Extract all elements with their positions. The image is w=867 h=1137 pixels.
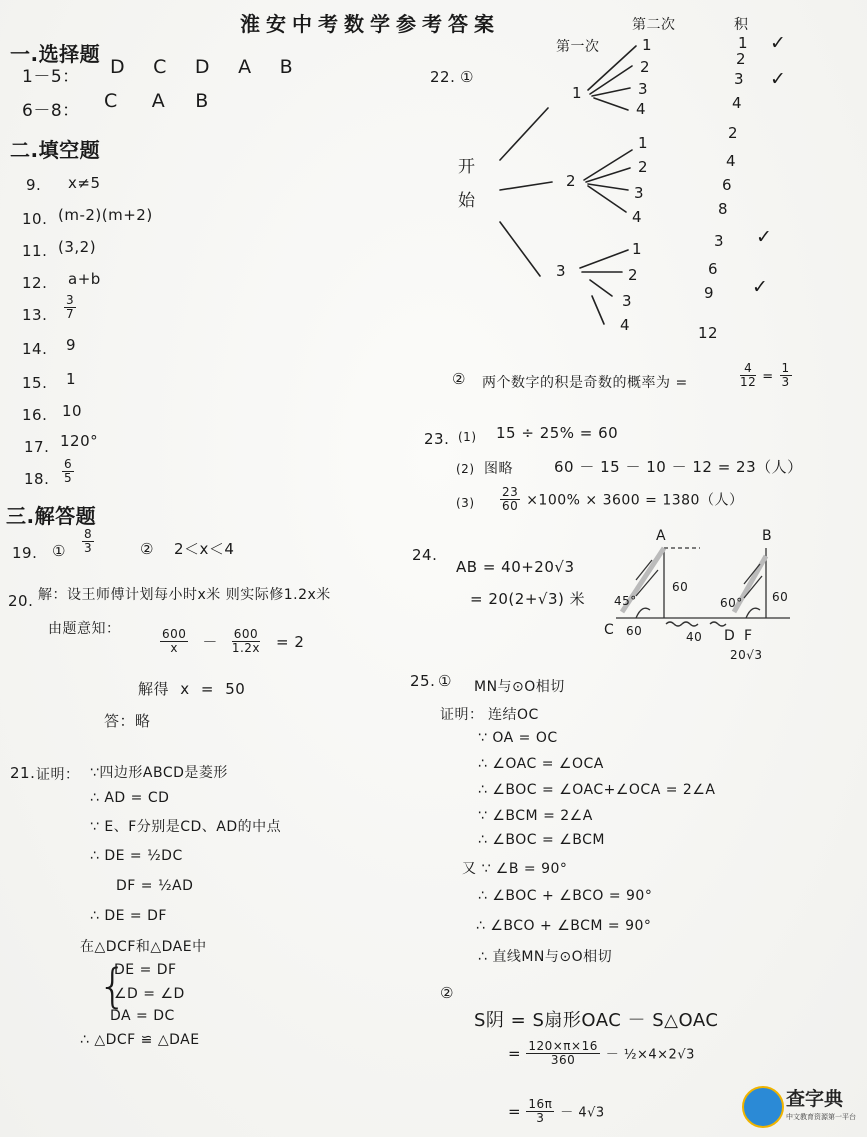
q22-product: 2 xyxy=(736,50,747,68)
q25-part1: ① xyxy=(438,672,452,690)
q22-second-label: 第二次 xyxy=(632,17,676,33)
section-3-heading: 三.解答题 xyxy=(6,504,97,528)
q22-second-value: 1 xyxy=(632,240,643,258)
fill-item-no: 13. xyxy=(22,306,48,324)
q21-label: 证明： xyxy=(36,767,80,783)
q23-l1-tag: (1) xyxy=(458,430,477,444)
q22-second-value: 3 xyxy=(622,292,633,310)
q25-area-step2: = $\frac{16\pi}{3}$ － 4√3 xyxy=(508,1097,605,1125)
q25-part2: ② xyxy=(440,984,454,1002)
q22-second-value: 2 xyxy=(628,266,639,284)
q23-l3-tag: (3) xyxy=(456,496,475,510)
fill-item-no: 14. xyxy=(22,340,48,358)
logo-mascot-icon xyxy=(742,1086,784,1128)
q22-product: 8 xyxy=(718,200,729,218)
q25-line: ∴ ∠BOC = ∠OAC+∠OCA = 2∠A xyxy=(478,782,716,798)
q22-product: 6 xyxy=(722,176,733,194)
q22-first-value: 1 xyxy=(572,84,583,102)
q21-line: ∠D = ∠D xyxy=(114,986,185,1002)
q19-part2-answer: 2＜x＜4 xyxy=(174,540,235,558)
q25-label: 证明： xyxy=(440,707,484,723)
q25-line: ∴ ∠BCO + ∠BCM = 90° xyxy=(476,918,652,934)
q23-l3: $\frac{23}{60}$ ×100% × 3600 = 1380（人） xyxy=(502,485,744,513)
page-title: 淮安中考数学参考答案 xyxy=(240,12,500,36)
q19-fraction: $\frac{8}{3}$ xyxy=(84,527,93,555)
section-1-heading: 一.选择题 xyxy=(10,42,101,66)
q24-label-c: C xyxy=(604,622,615,638)
check-mark: ✓ xyxy=(770,68,787,90)
q21-line: DF = ½AD xyxy=(116,878,194,894)
q25-area-formula: S阴 = S扇形OAC － S△OAC xyxy=(474,1010,719,1031)
q21-line: DA = DC xyxy=(110,1008,175,1024)
fill-item-answer: 1 xyxy=(66,370,77,388)
q25-line: ∵ ∠BCM = 2∠A xyxy=(478,808,593,824)
q22-product: 4 xyxy=(726,152,737,170)
q24-side-ed: 40 xyxy=(686,630,703,644)
logo-subtitle: 中文教育资源第一平台 xyxy=(786,1114,856,1121)
site-logo xyxy=(742,1082,860,1130)
q22-product: 6 xyxy=(708,260,719,278)
q21-line: ∴ AD = CD xyxy=(90,790,170,806)
check-mark: ✓ xyxy=(756,226,773,248)
q22-second-value: 3 xyxy=(638,80,649,98)
q20-line2: 由题意知： xyxy=(48,621,121,637)
q24-side-ae: 60 xyxy=(672,580,689,594)
q21-line: DE = DF xyxy=(114,962,177,978)
mc-row1-answers: D C D A B xyxy=(110,56,294,78)
fill-item-no: 17. xyxy=(24,438,50,456)
q22-product: 9 xyxy=(704,284,715,302)
q20-line1: 解：设王师傅计划每小时x米 则实际修1.2x米 xyxy=(38,587,331,603)
q22-product-label: 积 xyxy=(734,17,749,33)
q24-label-d: D xyxy=(724,628,736,644)
fill-item-no: 15. xyxy=(22,374,48,392)
q22-second-value: 4 xyxy=(620,316,631,334)
fill-item-no: 16. xyxy=(22,406,48,424)
q22-second-value: 3 xyxy=(634,184,645,202)
q25-line: ∴ 直线MN与⊙O相切 xyxy=(478,949,613,965)
q21-line: ∴ DE = DF xyxy=(90,908,167,924)
q25-part1-title: MN与⊙O相切 xyxy=(474,679,565,695)
q23-no: 23. xyxy=(424,430,450,448)
q21-line: ∴ DE = ½DC xyxy=(90,848,183,864)
q25-line: ∴ ∠OAC = ∠OCA xyxy=(478,756,604,772)
q24-label-b: B xyxy=(762,528,773,544)
fill-item-no: 9. xyxy=(26,176,42,194)
q20-line3: 解得 x = 50 xyxy=(138,680,246,698)
q22-product: 3 xyxy=(734,70,745,88)
q24-line1: AB = 40+20√3 xyxy=(456,558,575,576)
q22-product: 12 xyxy=(698,324,719,342)
q19-part1: ① xyxy=(52,542,66,560)
mc-row2-label: 6－8： xyxy=(22,101,80,121)
q21-line: 在△DCF和△DAE中 xyxy=(80,939,207,955)
fill-item-no: 11. xyxy=(22,242,48,260)
q21-line: ∵四边形ABCD是菱形 xyxy=(90,765,228,781)
fill-item-fraction: $\frac{6}{5}$ xyxy=(64,457,73,485)
logo-title: 查字典 xyxy=(786,1089,844,1110)
check-mark: ✓ xyxy=(752,276,769,298)
q22-second-value: 2 xyxy=(638,158,649,176)
q21-brace: { xyxy=(98,959,128,1013)
fill-item-answer: (3,2) xyxy=(58,238,97,256)
q24-label-a: A xyxy=(656,528,667,544)
q25-line: 又 ∵ ∠B = 90° xyxy=(462,861,568,877)
q24-angle-60: 60° xyxy=(720,596,743,610)
fill-item-answer: 10 xyxy=(62,402,83,420)
q25-no: 25. xyxy=(410,672,436,690)
q19-part2: ② xyxy=(140,540,154,558)
q25-area-step1: = $\frac{120\times\pi\times 16}{360}$ － ½×4×2√3 xyxy=(508,1039,695,1067)
mc-row1-label: 1－5： xyxy=(22,67,80,87)
q22-probability: $\frac{4}{12}$ = $\frac{1}{3}$ xyxy=(740,361,790,389)
q22-second-value: 1 xyxy=(642,36,653,54)
section-2-heading: 二.填空题 xyxy=(10,138,101,162)
q22-part1: ① xyxy=(460,68,474,86)
q24-label-f: F xyxy=(744,628,753,644)
q23-l2-tag: (2) xyxy=(456,462,475,476)
q22-first-value: 3 xyxy=(556,262,567,280)
q25-line: 连结OC xyxy=(488,707,539,723)
q21-no: 21. xyxy=(10,764,36,782)
fill-item-answer: (m-2)(m+2) xyxy=(58,206,153,224)
q24-side-df: 20√3 xyxy=(730,648,763,662)
check-mark: ✓ xyxy=(770,32,787,54)
q25-line: ∵ OA = OC xyxy=(478,730,558,746)
q25-line: ∴ ∠BOC + ∠BCO = 90° xyxy=(478,888,653,904)
q23-l2-b: 60 － 15 － 10 － 12 = 23（人） xyxy=(554,458,803,476)
q20-line4: 答：略 xyxy=(104,712,151,730)
fill-item-answer: a+b xyxy=(68,270,101,288)
mc-row2-answers: C A B xyxy=(104,90,209,112)
q22-part2-text: 两个数字的积是奇数的概率为 = xyxy=(482,375,688,391)
fill-item-no: 10. xyxy=(22,210,48,228)
fill-item-answer: 9 xyxy=(66,336,77,354)
q22-part2: ② xyxy=(452,370,466,388)
q24-no: 24. xyxy=(412,546,438,564)
fill-item-answer: 120° xyxy=(60,432,99,450)
q22-second-value: 4 xyxy=(636,100,647,118)
q22-product: 2 xyxy=(728,124,739,142)
fill-item-answer: x≠5 xyxy=(68,174,101,192)
q22-first-value: 2 xyxy=(566,172,577,190)
q22-start-label: 开始 xyxy=(458,157,476,211)
fill-item-no: 18. xyxy=(24,470,50,488)
q20-equation: $\frac{600}{x}$ － $\frac{600}{1.2x}$ = 2 xyxy=(162,627,305,655)
q20-no: 20. xyxy=(8,592,34,610)
fill-item-fraction: $\frac{3}{7}$ xyxy=(66,293,75,321)
q23-l1: 15 ÷ 25% = 60 xyxy=(496,424,619,442)
q22-no: 22. xyxy=(430,68,456,86)
q22-second-value: 4 xyxy=(632,208,643,226)
q22-product: 3 xyxy=(714,232,725,250)
q22-second-value: 2 xyxy=(640,58,651,76)
q25-line: ∴ ∠BOC = ∠BCM xyxy=(478,832,605,848)
q22-first-label: 第一次 xyxy=(556,39,600,55)
q24-side-ce: 60 xyxy=(626,624,643,638)
q22-product: 4 xyxy=(732,94,743,112)
q22-second-value: 1 xyxy=(638,134,649,152)
q19-no: 19. xyxy=(12,544,38,562)
q24-angle-45: 45° xyxy=(614,594,637,608)
q24-side-bf: 60 xyxy=(772,590,789,604)
q24-line2: = 20(2+√3) 米 xyxy=(470,590,586,608)
fill-item-no: 12. xyxy=(22,274,48,292)
q21-line: ∵ E、F分别是CD、AD的中点 xyxy=(90,819,282,835)
q23-l2-a: 图略 xyxy=(484,461,513,477)
q21-line: ∴ △DCF ≌ △DAE xyxy=(80,1032,200,1048)
q22-product: 1 xyxy=(738,34,749,52)
